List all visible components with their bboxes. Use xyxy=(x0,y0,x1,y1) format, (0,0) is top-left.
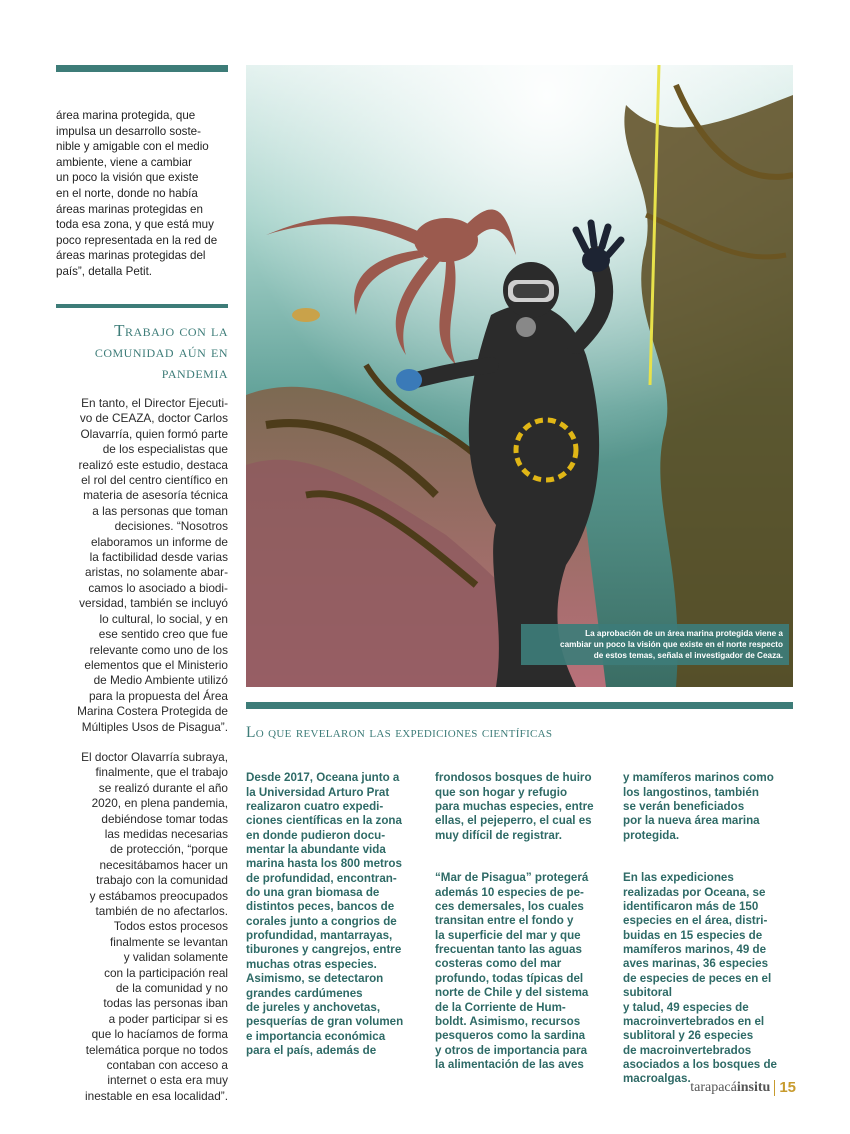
section-heading: Lo que revelaron las expediciones científicas xyxy=(246,724,553,741)
article-column-1 xyxy=(246,757,414,1087)
column-paragraph: frondosos bosques de huiro que son hogar y refugio para muchas especies, entre ellas, el pejeperro, el cual es muy difícil de registrar. xyxy=(435,771,594,842)
footer-separator xyxy=(774,1080,775,1096)
top-rule xyxy=(56,65,228,72)
column-paragraph: y mamíferos marinos como los langostinos, también se verán beneficiados por la nueva área marina protegida. xyxy=(623,771,774,842)
page-number: 15 xyxy=(779,1079,796,1096)
column-paragraph: En las expediciones realizadas por Oceana, se identificaron más de 150 especies en el área, distri- buidas en 15 especies de mamíferos marinos, 49 de aves marinas, 36 especies de especies de peces en el subitoral y talud, 49 especies de macroinvertebrados en el sublitoral y 26 especies de macroinvertebrados asociados a los bosques de macroalgas. xyxy=(623,871,777,1086)
underwater-scene-illustration xyxy=(246,65,793,687)
brand-name-bold: insitu xyxy=(736,1079,771,1095)
left-column-text xyxy=(56,396,228,1104)
intro-text: área marina protegida, que impulsa un desarrollo soste- nible y amigable con el medio ambiente, viene a cambiar un poco la visión que existe en el norte, donde no había áreas marinas protegidas en toda esa zona, y que está muy poco representada en la red de áreas marinas protegidas del país”, detalla Petit. xyxy=(56,109,218,278)
subheading: Trabajo con la comunidad aún en pandemia xyxy=(94,321,228,382)
photo-caption: La aprobación de un área marina protegida viene a cambiar un poco la visión que existe en el norte respecto de estos temas, señala el investigador de Ceaza. xyxy=(521,624,789,665)
diver-photo xyxy=(246,65,793,687)
sidebar-divider xyxy=(56,304,228,308)
column-paragraph: “Mar de Pisagua” protegerá además 10 especies de pe- ces demersales, los cuales transitan entre el fondo y la superficie del mar y que frecuentan tanto las aguas costeras como del mar profundo, todas típicas del norte de Chile y del sistema de la Corriente de Hum- boldt. Asimismo, recursos pesqueros como la sardina y otros de importancia para la alimentación de las aves xyxy=(435,871,589,1071)
article-column-3 xyxy=(623,757,791,1115)
left-paragraph: El doctor Olavarría subraya, finalmente, que el trabajo se realizó durante el año 2020, en plena pandemia, debiéndose tomar todas las medidas necesarias de protección, “porque necesitábamos hacer un trabajo con la comunidad y estábamos preocupados también de no afectarlos. Todos estos procesos finalmente se levantan y validan solamente con la participación real de la comunidad y no todas las personas iban a poder participar si es que lo hacíamos de forma telemática porque no todos contaban con acceso a internet o esta era muy inestable en esa localidad”. xyxy=(81,749,228,1103)
left-paragraph: En tanto, el Director Ejecuti- vo de CEAZA, doctor Carlos Olavarría, quien formó parte de los especialistas que realizó este estudio, destaca el rol del centro científico en materia de asesoría técnica a las personas que toman decisiones. “Nosotros elaboramos un informe de la factibilidad desde varias aristas, no solamente abar- camos lo asociado a biodi- versidad, también se incluyó lo cultural, lo social, y en ese sentido creo que fue relevante como uno de los elementos que el Ministerio de Medio Ambiente utilizó para la propuesta del Área Marina Costera Protegida de Múltiples Usos de Pisagua”. xyxy=(77,396,228,734)
column-paragraph: Desde 2017, Oceana junto a la Universidad Arturo Prat realizaron cuatro expedi- ciones científicas en la zona en donde pudieron docu- mentar la abundante vida marina hasta los 800 metros de profundidad, encontran- do una gran biomasa de distintos peces, bancos de corales junto a congrios de profundidad, mantarrayas, tiburones y cangrejos, entre muchas otras especies. Asimismo, se detectaron grandes cardúmenes de jureles y anchovetas, pesquerías de gran volumen e importancia económica para el país, además de xyxy=(246,771,404,1057)
brand-name-light: tarapacá xyxy=(690,1079,737,1095)
section-rule xyxy=(246,702,793,709)
article-column-2 xyxy=(435,757,603,1101)
page-footer xyxy=(690,1079,796,1096)
